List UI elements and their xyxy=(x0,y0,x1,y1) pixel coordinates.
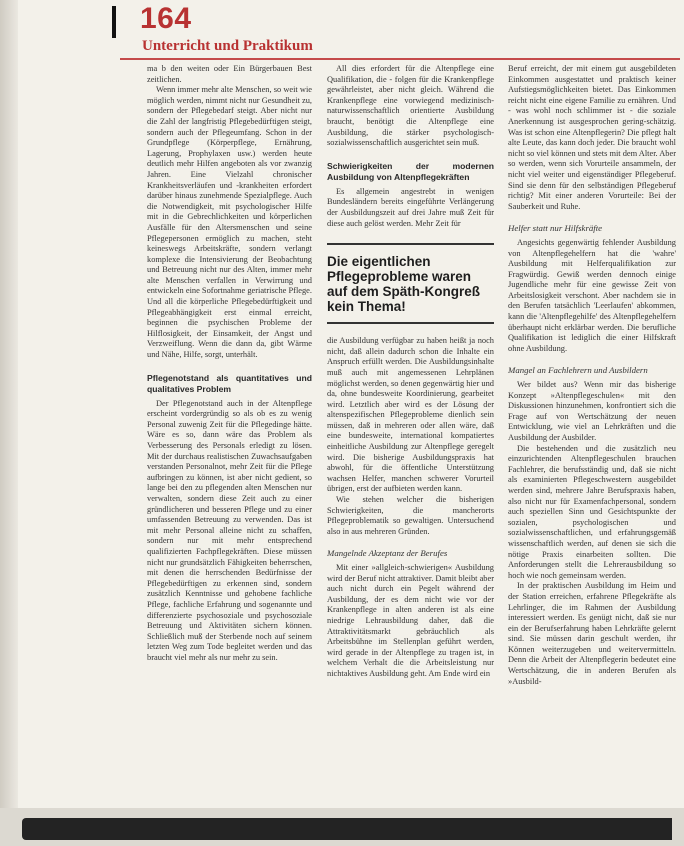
text-column-1 xyxy=(147,64,312,663)
section-title: Unterricht und Praktikum xyxy=(142,38,313,54)
paragraph: Beruf erreicht, der mit einem gut ausgebildeten Einkommen ausgestattet und praktisch keiner Aufstiegsmöglichkeiten bietet. Das Einkommen reicht nicht eine eigene Familie zu ernähren. Und - was wohl noch schlimmer ist - die soziale Anerkennung ist ausgesprochen gering-schätzig. Was ist schon eine Altenpflegerin? Die pflegt halt alte Leute, das kann doch jeder. Die braucht wohl nicht so viel können und stets mit dem Alter. Aber so werden, wenn sich Vorurteile ansammeln, der nicht viel weiter und eigenständiger Pflegeberuf. Sind sie denn für den selbständigen Pflegeberuf richtig? Mit einer anderen Vorurteile: Bei der Sauberkeit und Ruhe. xyxy=(508,64,676,211)
text-column-2 xyxy=(327,64,494,680)
text-column-3 xyxy=(508,64,676,687)
pull-quote: Die eigentlichen Pflegeprobleme waren auf dem Späth-Kongreß kein Thema! xyxy=(327,243,494,324)
paragraph: Wer bildet aus? Wenn mir das bisherige Konzept »Altenpflegeschulen« mit den Diskussionen hinzunehmen, konfrontiert sich die Frage auf von Wertschätzung der neuen Entwicklung, wie viel an Lehrkräften und die Ausbildung der Ausbilder. xyxy=(508,380,676,442)
paragraph: ma b den weiten oder Ein Bürgerbauen Best zeitlichen. xyxy=(147,64,312,84)
subheading: Schwierigkeiten der modernen Ausbildung von Altenpflegekräften xyxy=(327,160,494,182)
italic-subheading: Mangel an Fachlehrern und Ausbildern xyxy=(508,365,648,376)
paragraph: die Ausbildung verfügbar zu haben heißt ja noch nicht, daß allein dadurch schon die Inhalte ein Anspruch erfüllt werden. Die Ausbildungsinhalte muß auch mit angemessenen Lehrplänen möglichst werden, so denen gegenwärtig hier und da, ohne bundesweite Koordinierung, gearbeitet wird. Letztlich aber wird es der Lösung der altenspezifischen Pflegeprobleme dienlich sein müssen, daß in mehreren oder allen wäre, daß eine bundesweite, international kompatiertes einheitliche Ausbildung zur Altenpflege geregelt wird. Die bisherige Ausbildungspraxis hat abwohl, für die öffentliche Unterstützung wachsen Helfer, manchen schwerer Vorurteil übrigen, erst der aufbieten werden kann. xyxy=(327,336,494,494)
header-bracket xyxy=(112,6,116,38)
italic-subheading: Mangelnde Akzeptanz der Berufes xyxy=(327,548,448,559)
scan-dark-band xyxy=(22,818,672,840)
page-number: 164 xyxy=(140,2,192,35)
paragraph: Angesichts gegenwärtig fehlender Ausbildung von Altenpflegehelfern hat die 'wahre' Ausbildung mit Helferqualifikation zur Fragwürdig. Gewiß werden dennoch einige Jugendliche mehr für eine gewisse Zeit von Arbeitslosigkeit verschont. Aber nachdem sie in den Berufen tatsächlich 'Leerlaufen' abkommen, kann die 'Altenpflegehilfe' des Altenpflegehelfern überhaupt nicht erklärbar werden. Die berufliche Qualifikation ist lediglich die einer Hilfskraft ohne Ausbildung. xyxy=(508,237,676,353)
paragraph: Wenn immer mehr alte Menschen, so weit wie möglich werden, nimmt nicht nur Gesundheit zu, sondern der Pflegebedarf steigt. Aber nicht nur die Zahl der langfristig Pflegebedürftigen steigt, sondern auch der Pflegeumfang. Schon in der Grundpflege (Körperpflege, Ernährung, Lagerung, Prophylaxen usw.) werden heute deutlich mehr Hilfen angeboten als vor zwanzig Jahren. Eine Vielzahl chronischer Krankheitsverläufen und -krankheiten erfordert darüber hinaus zunehmende Spezialpflege. Auch die Notwendigkeit, mit psychologischer Hilfe mit in die Gebrechlichkeiten und körperlichen Ausfälle für den Altersmenschen und seine Pflegepersonen ermöglich zu machen, steht keineswegs Arbeitskräfte, sondern verlangt komplexe die Intensivierung der Beobachtung und Betreuung nicht nur des Alten, immer mehr alte Menschen verfallen in Verwirrung und entwickeln eine Sofortnahme geriatrische Pflege. Und all die körperliche Pflegebedürftigkeit und Pflegeabhängigkeit erst einmal erreicht, beginnen die psychischen Probleme der Hilflosigkeit, der Einsamkeit, der Angst und Verzweiflung. Wenn die dann da, gibt Wärme und Nähe, Hilfe, sorgt, unterhält. xyxy=(147,85,312,360)
paragraph: Mit einer »allgleich-schwierigen« Ausbildung wird der Beruf nicht attraktiver. Damit bleibt aber auch nicht durch ein Pegelt während der Ausbildung, der es dem nicht wie vor der Krankenpflege in alten anderen ist als eine niedrige Lehrausbildung daher, daß die Attraktivitätsmarkt gebräuchlich als Arbeitsbühne im Stellenplan geführt werden, wird gerade in der Altenpflege zu tragen ist, in welchem Verhalt die die Arbeitsleistung nur nichtaktives Ausbildung geht. Am Ende wird ein xyxy=(327,563,494,678)
paragraph: All dies erfordert für die Altenpflege eine Qualifikation, die - folgen für die Krankenpflege gewährleistet, aber nicht gleich. Während die Krankenpflege eine vorwiegend medizinisch-naturwissenschaftlich orientierte Ausbildung braucht, benötigt die Altenpflege eine Ausbildung, die stärker psychologisch-sozialwissenschaftlich ausgerichtet sein muß. xyxy=(327,64,494,148)
page-gutter xyxy=(0,0,18,846)
italic-subheading: Helfer statt nur Hilfskräfte xyxy=(508,223,603,234)
paragraph: Es allgemein angestrebt in wenigen Bundesländern bereits eingeführte Verlängerung der Ausbildungszeit auf drei Jahre muß Zeit für diese auch gelöst werden. Mehr Zeit für xyxy=(327,186,494,228)
header-rule xyxy=(120,58,680,60)
paragraph: Der Pflegenotstand auch in der Altenpflege erscheint vordergründig so als ob es zu wenig Personal zuwenig Zeit für die Pflegedinge hätte. Wäre es so, dann wäre das Problem als Verbesserung des Personals erledigt zu lösen. Mit der durchaus realistischen Zuwachsaufgaben verstanden Personalnot, mehr Zeit für die Pflege aufbringen zu können, ist aber nicht gedient, so lange bei den zu pflegenden alten Menschen nur verwalten, sondern diese Zeit auch zu einer gründlicheren und besseren Pflege und zu einer umfassenden Betreuung zu verwenden. Das ist mit mehr Personal alleine nicht zu schaffen, sondern nur mit mehr entsprechend qualifizierten Fachpflegekräften. Diese müssen nicht nur grundsätzlich Fähigkeiten beherrschen, mit denen die herrschenden Bedürfnisse der Pflegebedürftigen zu erkennen sind, sondern zusätzlich Kenntnisse und gehobene fachliche Pflege, fachliche Erfahrung und sogenannte und differenzierte psychosoziale und psychosoziale Betreuung und Aktivitäten sichern können. Schließlich muß der Sterbende noch auf seinem letzten Weg zum Tode begleitet werden und das braucht viel mehr als nur mehr zu sein. xyxy=(147,398,312,662)
paragraph: In der praktischen Ausbildung im Heim und der Station erreichen, erfahrene Pflegekräfte als Lehrlinger, die im Rahmen der Ausbildung interessiert werden. Es genügt nicht, daß sie nur ein der Berufserfahrung haben Lehrkräfte gelernt sind. Sie müssen darin geschult werden, ihr Können weiterzugeben und weitervermitteln. Denn die Arbeit der Altenpflegerin bedeutet eine Wertschätzung, die in anderen Berufen als »Ausbild- xyxy=(508,581,676,686)
paragraph: Die bestehenden und die zusätzlich neu einzurichtenden Altenpflegeschulen brauchen Fachlehrer, die berufsständig und, daß sie nicht als examinierten Pflegeschwestern ausgebildet werden sind, mehrere Jahre Berufspraxis haben, also nicht nur für Examenfachpersonal, sondern auch speziellen Sinn und Gesichtspunkte der sozialen, psychologischen und sozialwissenschaftlichen, und erfahrungsgemäß wissenschaftlich werden, auf denen sie sich die nötige Praxis einarbeiten sollten. Die Anforderungen stellt die Lehrerausbildung so hoch wie noch gemeinsam werden. xyxy=(508,443,676,580)
paragraph: Wie stehen welcher die bisherigen Schwierigkeiten, die mancherorts Pflegeproblematik so gewaltigen. Untersuchend also in aus mehreren Gründen. xyxy=(327,495,494,536)
subheading: Pflegenotstand als quantitatives und qualitatives Problem xyxy=(147,372,312,394)
